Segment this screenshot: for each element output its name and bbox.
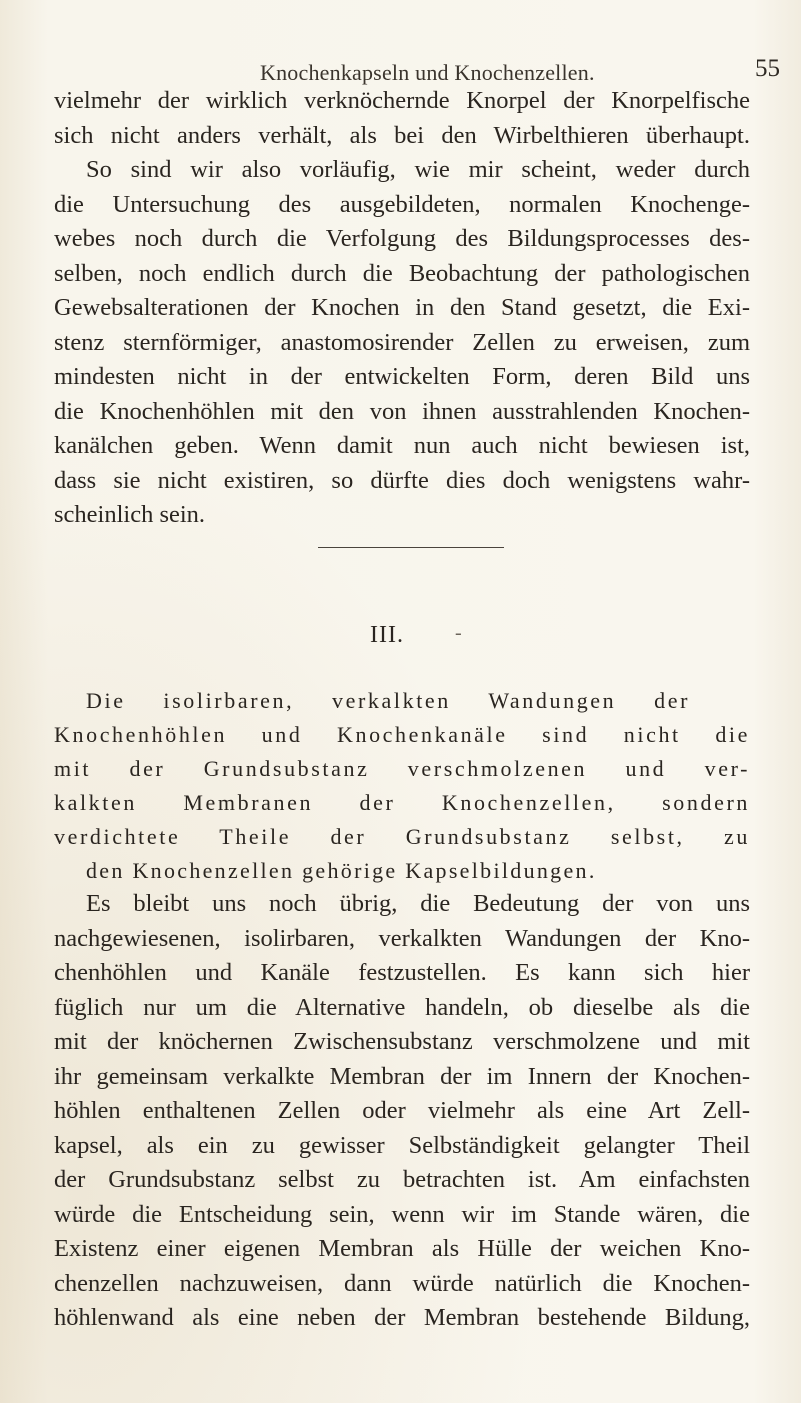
- text-line: stenz sternförmiger, anastomosirender Zellen zu erweisen, zum: [54, 328, 750, 356]
- heading-line: Knochenhöhlen und Knochenkanäle sind nicht die: [54, 722, 750, 747]
- text-line: Gewebsalterationen der Knochen in den Stand gesetzt, die Exi-: [54, 294, 750, 321]
- heading-line: kalkten Membranen der Knochenzellen, sondern: [54, 790, 750, 815]
- text-line: füglich nur um die Alternative handeln, ob dieselbe als die: [54, 993, 750, 1021]
- text-line: So sind wir also vorläufig, wie mir scheint, weder durch: [86, 156, 750, 183]
- text-line: mindesten nicht in der entwickelten Form, deren Bild uns: [54, 363, 750, 390]
- heading-line: den Knochenzellen gehörige Kapselbildungen.: [86, 858, 597, 883]
- paragraph-2: [54, 887, 750, 1336]
- text-line: ihr gemeinsam verkalkte Membran der im Innern der Knochen-: [54, 1062, 750, 1090]
- text-line: mit der knöchernen Zwischensubstanz verschmolzene und mit: [54, 1028, 750, 1055]
- running-title: Knochenkapseln und Knochenzellen.: [260, 60, 595, 85]
- text-line: kanälchen geben. Wenn damit nun auch nicht bewiesen ist,: [54, 432, 750, 459]
- text-line: höhlen enthaltenen Zellen oder vielmehr als eine Art Zell-: [54, 1097, 750, 1124]
- heading-line: Die isolirbaren, verkalkten Wandungen der: [86, 688, 690, 713]
- text-line: webes noch durch die Verfolgung des Bildungsprocesses des-: [54, 225, 750, 252]
- text-line: die Knochenhöhlen mit den von ihnen ausstrahlenden Knochen-: [54, 397, 750, 425]
- text-line: sich nicht anders verhält, als bei den Wirbelthieren überhaupt.: [54, 121, 750, 149]
- heading-line: mit der Grundsubstanz verschmolzenen und ver-: [54, 756, 750, 781]
- section-mark: -: [455, 622, 462, 644]
- text-line: die Untersuchung des ausgebildeten, normalen Knochenge-: [54, 190, 750, 218]
- section-heading: [54, 684, 750, 888]
- text-line: Existenz einer eigenen Membran als Hülle der weichen Kno-: [54, 1235, 750, 1262]
- text-line: Es bleibt uns noch übrig, die Bedeutung der von uns: [86, 890, 750, 917]
- text-line: chenzellen nachzuweisen, dann würde natürlich die Knochen-: [54, 1269, 750, 1297]
- text-line: chenhöhlen und Kanäle festzustellen. Es kann sich hier: [54, 959, 750, 986]
- text-line: scheinlich sein.: [54, 501, 206, 528]
- section-divider: [318, 547, 504, 548]
- paragraph-1: [54, 84, 750, 533]
- text-line: nachgewiesenen, isolirbaren, verkalkten Wandungen der Kno-: [54, 924, 750, 952]
- heading-line: verdichtete Theile der Grundsubstanz selbst, zu: [54, 824, 750, 849]
- text-line: selben, noch endlich durch die Beobachtung der pathologischen: [54, 259, 750, 287]
- section-number: III.: [370, 622, 404, 648]
- text-line: der Grundsubstanz selbst zu betrachten ist. Am einfachsten: [54, 1166, 750, 1193]
- text-line: höhlenwand als eine neben der Membran bestehende Bildung,: [54, 1304, 750, 1331]
- text-line: kapsel, als ein zu gewisser Selbständigkeit gelangter Theil: [54, 1131, 750, 1159]
- text-line: würde die Entscheidung sein, wenn wir im Stande wären, die: [54, 1200, 750, 1228]
- page-number: 55: [755, 55, 780, 82]
- text-line: vielmehr der wirklich verknöchernde Knorpel der Knorpelfische: [54, 87, 750, 114]
- text-line: dass sie nicht existiren, so dürfte dies doch wenigstens wahr-: [54, 466, 750, 494]
